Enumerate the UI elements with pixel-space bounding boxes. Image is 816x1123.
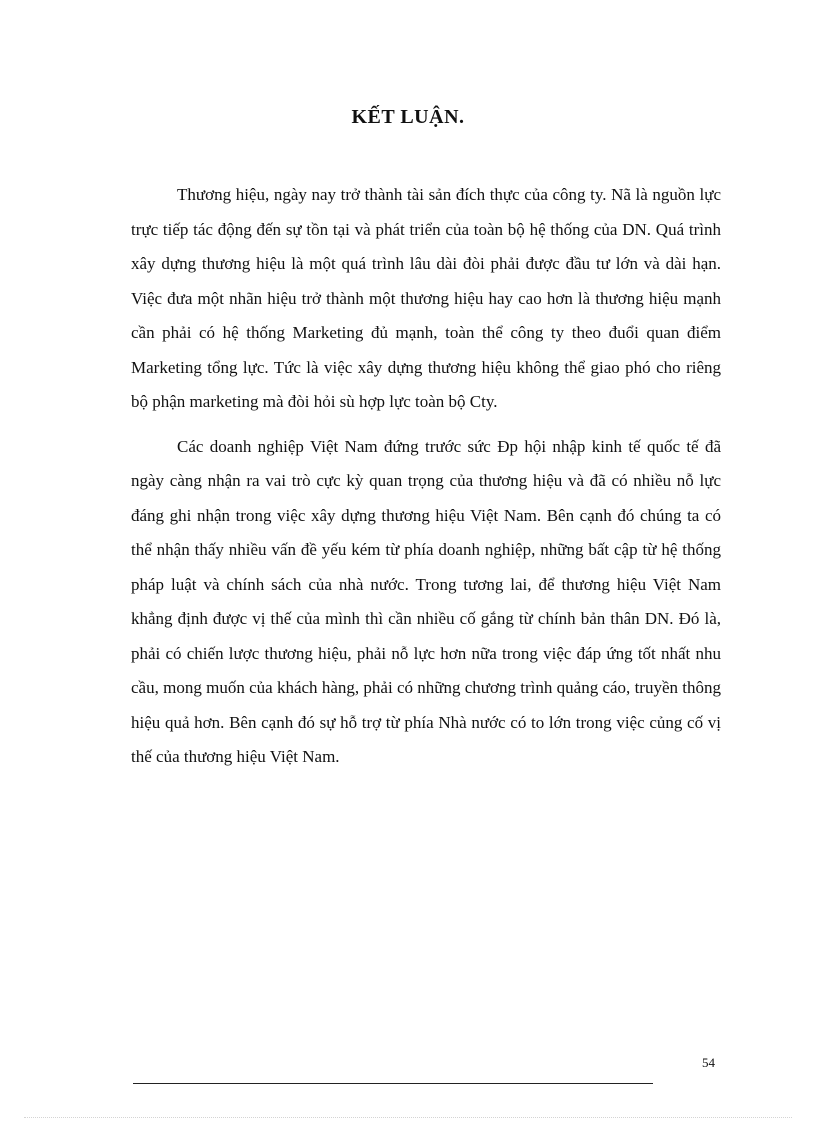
- page-number: 54: [702, 1055, 715, 1070]
- body-text: [131, 178, 721, 775]
- page-title: KẾT LUẬN.: [351, 106, 465, 128]
- paragraph-1: Thương hiệu, ngày nay trở thành tài sản đích thực của công ty. Nã là nguồn lực trực tiếp tác động đến sự tồn tại và phát triển của toàn bộ hệ thống của DN. Quá trình xây dựng thương hiệu là một quá trình lâu dài đòi phải được đầu tư lớn và dài hạn. Việc đưa một nhãn hiệu trở thành một thương hiệu hay cao hơn là thương hiệu mạnh cần phải có hệ thống Marketing đủ mạnh, toàn thể công ty theo đuổi quan điểm Marketing tổng lực. Tức là việc xây dựng thương hiệu không thể giao phó cho riêng bộ phận marketing mà đòi hỏi sù hợp lực toàn bộ Cty.: [131, 185, 721, 411]
- paragraph-2: Các doanh nghiệp Việt Nam đứng trước sức Ðp hội nhập kinh tế quốc tế đã ngày càng nhận ra vai trò cực kỳ quan trọng của thương hiệu và đã có nhiều nỗ lực đáng ghi nhận trong việc xây dựng thương hiệu Việt Nam. Bên cạnh đó chúng ta có thể nhận thấy nhiều vấn đề yếu kém từ phía doanh nghiệp, những bất cập từ hệ thống pháp luật và chính sách của nhà nước. Trong tương lai, để thương hiệu Việt Nam khẳng định được vị thế của mình thì cần nhiều cố gắng từ chính bản thân DN. Đó là, phải có chiến lược thương hiệu, phải nỗ lực hơn nữa trong việc đáp ứng tốt nhất nhu cầu, mong muốn của khách hàng, phải có những chương trình quảng cáo, truyền thông hiệu quả hơn. Bên cạnh đó sự hỗ trợ từ phía Nhà nước có to lớn trong việc củng cố vị thế của thương hiệu Việt Nam.: [131, 436, 721, 766]
- footer-rule: [133, 1083, 653, 1084]
- page-edge-divider: [24, 1117, 792, 1118]
